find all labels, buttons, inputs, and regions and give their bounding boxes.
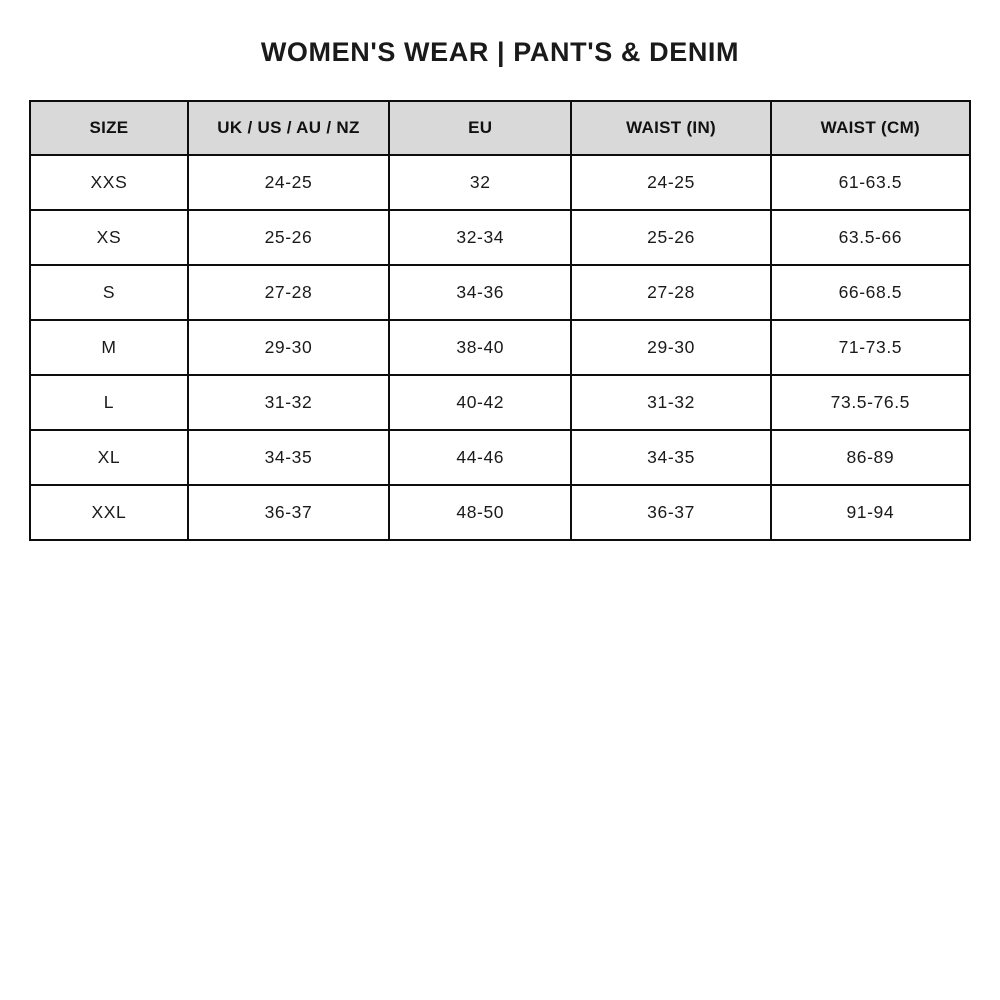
eu-cell: 38-40 — [389, 320, 571, 375]
header-uk-us-au-nz: UK / US / AU / NZ — [188, 101, 389, 155]
waist-in-cell: 27-28 — [571, 265, 770, 320]
size-cell: XS — [30, 210, 188, 265]
table-row — [30, 430, 970, 485]
waist-in-cell: 24-25 — [571, 155, 770, 210]
size-cell: XXL — [30, 485, 188, 540]
waist-cm-cell: 63.5-66 — [771, 210, 970, 265]
waist-cm-cell: 61-63.5 — [771, 155, 970, 210]
size-chart-table — [29, 100, 971, 541]
table-row — [30, 155, 970, 210]
size-cell: S — [30, 265, 188, 320]
eu-cell: 34-36 — [389, 265, 571, 320]
table-row — [30, 210, 970, 265]
waist-cm-cell: 73.5-76.5 — [771, 375, 970, 430]
header-row — [30, 101, 970, 155]
waist-in-cell: 25-26 — [571, 210, 770, 265]
uk-us-au-nz-cell: 36-37 — [188, 485, 389, 540]
eu-cell: 44-46 — [389, 430, 571, 485]
waist-cm-cell: 86-89 — [771, 430, 970, 485]
header-waist-cm: WAIST (CM) — [771, 101, 970, 155]
uk-us-au-nz-cell: 27-28 — [188, 265, 389, 320]
table-row — [30, 485, 970, 540]
eu-cell: 32 — [389, 155, 571, 210]
waist-in-cell: 34-35 — [571, 430, 770, 485]
size-cell: XL — [30, 430, 188, 485]
page-title: WOMEN'S WEAR | PANT'S & DENIM — [260, 37, 740, 67]
waist-in-cell: 31-32 — [571, 375, 770, 430]
uk-us-au-nz-cell: 34-35 — [188, 430, 389, 485]
eu-cell: 48-50 — [389, 485, 571, 540]
header-waist-in: WAIST (IN) — [571, 101, 770, 155]
table-row — [30, 375, 970, 430]
waist-cm-cell: 91-94 — [771, 485, 970, 540]
waist-cm-cell: 71-73.5 — [771, 320, 970, 375]
table-row — [30, 265, 970, 320]
size-cell: M — [30, 320, 188, 375]
uk-us-au-nz-cell: 31-32 — [188, 375, 389, 430]
waist-in-cell: 29-30 — [571, 320, 770, 375]
eu-cell: 40-42 — [389, 375, 571, 430]
uk-us-au-nz-cell: 25-26 — [188, 210, 389, 265]
size-cell: L — [30, 375, 188, 430]
waist-in-cell: 36-37 — [571, 485, 770, 540]
header-size: SIZE — [30, 101, 188, 155]
header-eu: EU — [389, 101, 571, 155]
table-row — [30, 320, 970, 375]
eu-cell: 32-34 — [389, 210, 571, 265]
waist-cm-cell: 66-68.5 — [771, 265, 970, 320]
uk-us-au-nz-cell: 24-25 — [188, 155, 389, 210]
uk-us-au-nz-cell: 29-30 — [188, 320, 389, 375]
size-cell: XXS — [30, 155, 188, 210]
